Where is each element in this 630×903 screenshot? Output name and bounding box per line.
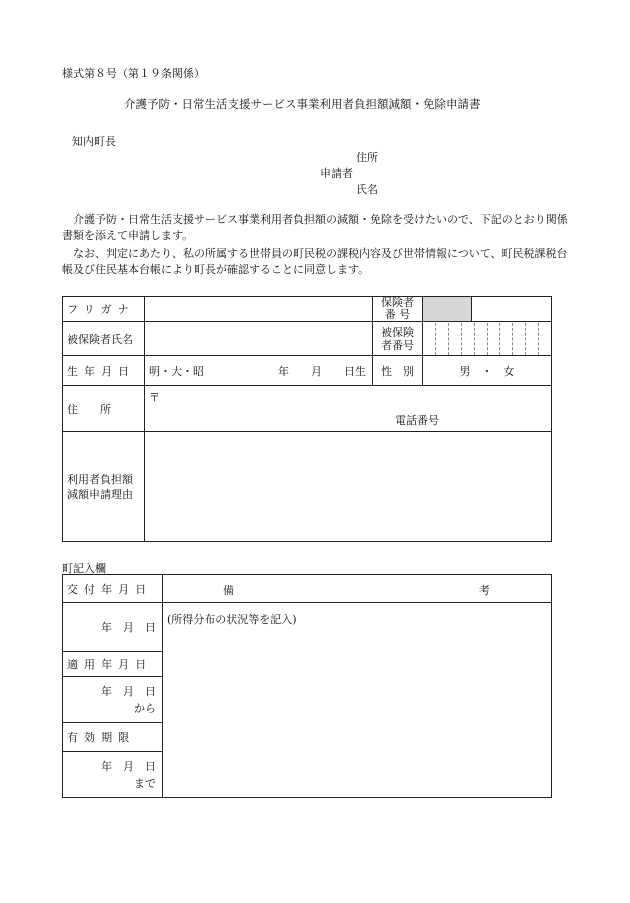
- remarks-note: (所得分布の状況等を記入): [167, 613, 297, 626]
- body-paragraph-1: 介護予防・日常生活支援サービス事業利用者負担額の減額・免除を受けたいので、下記のとおり関係書類を添えて申請します。: [62, 213, 568, 242]
- sex-label: 性 別: [373, 356, 423, 386]
- applicant-name-label: 氏名: [356, 183, 378, 196]
- insured-number-field[interactable]: [423, 322, 552, 356]
- birth-date-field[interactable]: [145, 356, 373, 386]
- remarks-field[interactable]: [163, 603, 552, 798]
- reduction-reason-label: 利用者負担額 減額申請理由: [63, 432, 145, 542]
- issue-date-label: 交付年月日: [63, 575, 163, 603]
- furigana-field[interactable]: [145, 297, 373, 322]
- address-label: 住 所: [63, 386, 145, 432]
- furigana-label: フリガナ: [63, 297, 145, 322]
- sex-field[interactable]: 男 ・ 女: [423, 356, 552, 386]
- apply-date-label: 適用年月日: [63, 652, 163, 677]
- application-table: [62, 296, 552, 542]
- era-options: 明・大・昭: [149, 364, 204, 378]
- birth-date-label: 生年月日: [63, 356, 145, 386]
- body-paragraph-2: なお、判定にあたり、私の所属する世帯員の町民税の課税内容及び世帯情報について、町民税課税台帳及び住民基本台帳により町長が確認することに同意します。: [62, 247, 568, 276]
- phone-label: 電話番号: [395, 414, 439, 427]
- address-field[interactable]: [145, 386, 552, 432]
- validity-label: 有効期限: [63, 723, 163, 752]
- page-title: 介護予防・日常生活支援サービス事業利用者負担額減額・免除申請書: [124, 97, 481, 111]
- office-use-table: [62, 574, 552, 798]
- office-section-label: 町記入欄: [62, 562, 106, 575]
- insurer-number-label: 保険者 番 号: [373, 297, 423, 322]
- insurer-number-grey-cell: [423, 297, 472, 322]
- apply-date-field[interactable]: 年 月 日 から: [63, 677, 163, 723]
- insurer-number-field[interactable]: [472, 297, 552, 322]
- postal-mark: 〒: [149, 391, 160, 404]
- validity-date-field[interactable]: 年 月 日 まで: [63, 752, 163, 798]
- applicant-address-label: 住所: [356, 151, 378, 164]
- addressee: 知内町長: [72, 135, 116, 148]
- remarks-header: 備 考: [163, 575, 552, 603]
- insured-number-label: 被保険 者番号: [373, 322, 423, 356]
- birth-date-units: 年 月 日生: [278, 364, 366, 378]
- insured-name-label: 被保険者氏名: [63, 322, 145, 356]
- reduction-reason-field[interactable]: [145, 432, 552, 542]
- insured-name-field[interactable]: [145, 322, 373, 356]
- form-number: 様式第８号（第１９条関係）: [62, 67, 205, 80]
- issue-date-field[interactable]: 年 月 日: [63, 603, 163, 652]
- applicant-label: 申請者: [320, 167, 353, 180]
